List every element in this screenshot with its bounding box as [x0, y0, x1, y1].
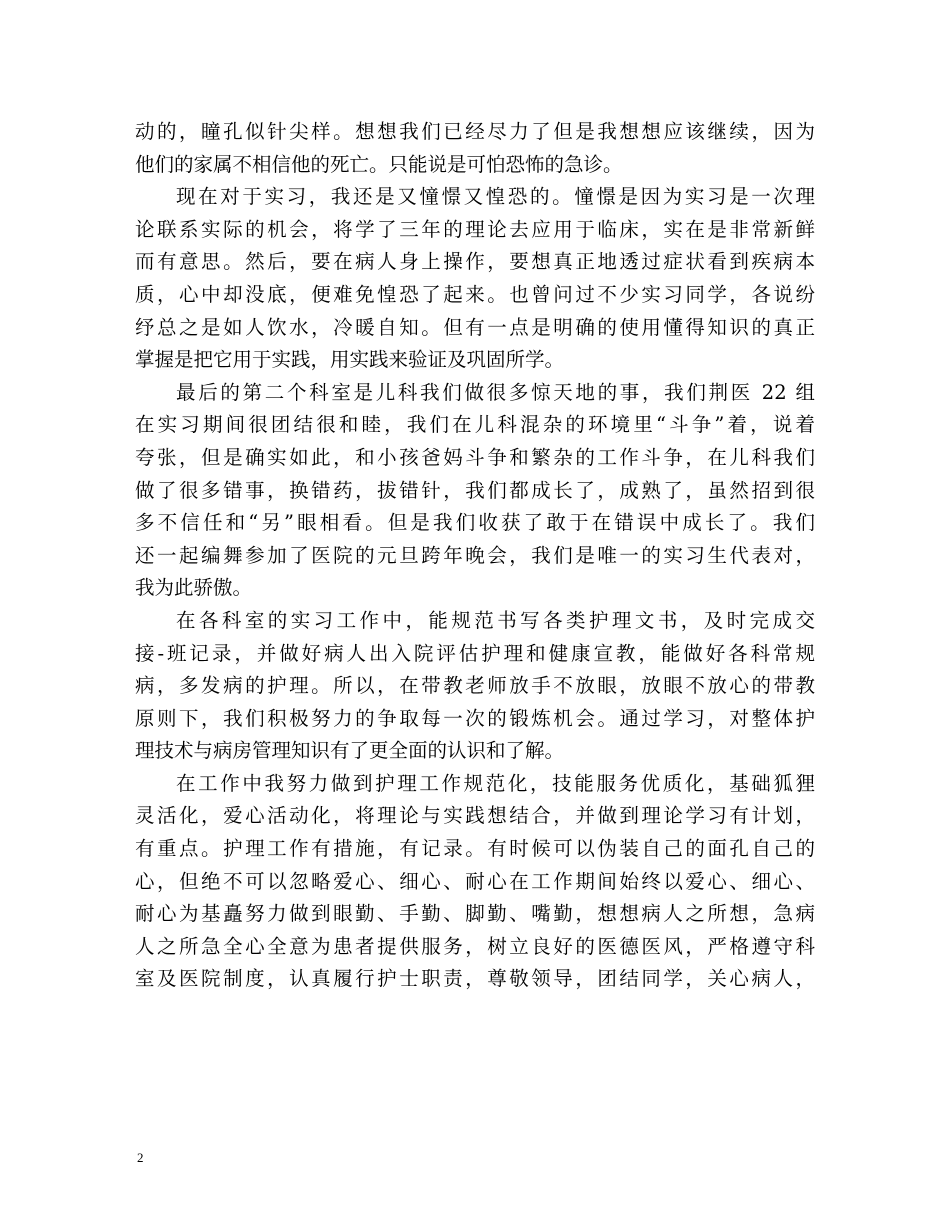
text-line: 在各科室的实习工作中，能规范书写各类护理文书，及时完成交: [176, 608, 815, 632]
text-line: 灵活化，爱心活动化，将理论与实践想结合，并做到理论学习有计划，: [135, 804, 815, 828]
document-body: [135, 116, 815, 996]
text-line: 现在对于实习，我还是又憧憬又惶恐的。憧憬是因为实习是一次理: [176, 185, 815, 209]
text-line: 在实习期间很团结很和睦，我们在儿科混杂的环境里“斗争”着，说着: [135, 413, 815, 437]
text-line: 理技术与病房管理知识有了更全面的认识和了解。: [135, 739, 565, 763]
text-line: 室及医院制度，认真履行护士职责，尊敬领导，团结同学，关心病人，: [135, 967, 815, 991]
text-line: 而有意思。然后，要在病人身上操作，要想真正地透过症状看到疾病本: [135, 250, 815, 274]
text-line: 质，心中却没底，便难免惶恐了起来。也曾问过不少实习同学，各说纷: [135, 282, 815, 306]
text-line: 接-班记录，并做好病人出入院评估护理和健康宣教，能做好各科常规: [135, 641, 815, 665]
text-line: 在工作中我努力做到护理工作规范化，技能服务优质化，基础狐狸: [176, 771, 815, 795]
text-line: 纾总之是如人饮水，冷暖自知。但有一点是明确的使用懂得知识的真正: [135, 315, 815, 339]
text-line: 论联系实际的机会，将学了三年的理论去应用于临床，实在是非常新鲜: [135, 217, 815, 241]
text-line: 做了很多错事，换错药，拔错针，我们都成长了，成熟了，虽然招到很: [135, 478, 815, 502]
text-line: 最后的第二个科室是儿科我们做很多惊天地的事，我们荆医 22 组: [176, 380, 815, 404]
text-line: 我为此骄傲。: [135, 576, 253, 600]
text-line: 有重点。护理工作有措施，有记录。有时候可以伪装自己的面孔自己的: [135, 837, 815, 861]
text-line: 还一起编舞参加了医院的元旦跨年晚会，我们是唯一的实习生代表对，: [135, 543, 815, 567]
text-line: 掌握是把它用于实践，用实践来验证及巩固所学。: [135, 348, 565, 372]
text-line: 病，多发病的护理。所以，在带教老师放手不放眼，放眼不放心的带教: [135, 674, 815, 698]
text-line: 心，但绝不可以忽略爱心、细心、耐心在工作期间始终以爱心、细心、: [135, 869, 815, 893]
text-line: 耐心为基矗努力做到眼勤、手勤、脚勤、嘴勤，想想病人之所想，急病: [135, 902, 815, 926]
text-line: 多不信任和“另”眼相看。但是我们收获了敢于在错误中成长了。我们: [135, 511, 815, 535]
text-line: 动的，瞳孔似针尖样。想想我们已经尽力了但是我想想应该继续，因为: [135, 120, 815, 143]
text-line: 他们的家属不相信他的死亡。只能说是可怕恐怖的急诊。: [135, 152, 623, 176]
text-line: 原则下，我们积极努力的争取每一次的锻炼机会。通过学习，对整体护: [135, 706, 815, 730]
page-number: 2: [137, 1150, 144, 1165]
text-line: 夸张，但是确实如此，和小孩爸妈斗争和繁杂的工作斗争，在儿科我们: [135, 445, 815, 469]
text-line: 人之所急全心全意为患者提供服务，树立良好的医德医风，严格遵守科: [135, 934, 815, 958]
